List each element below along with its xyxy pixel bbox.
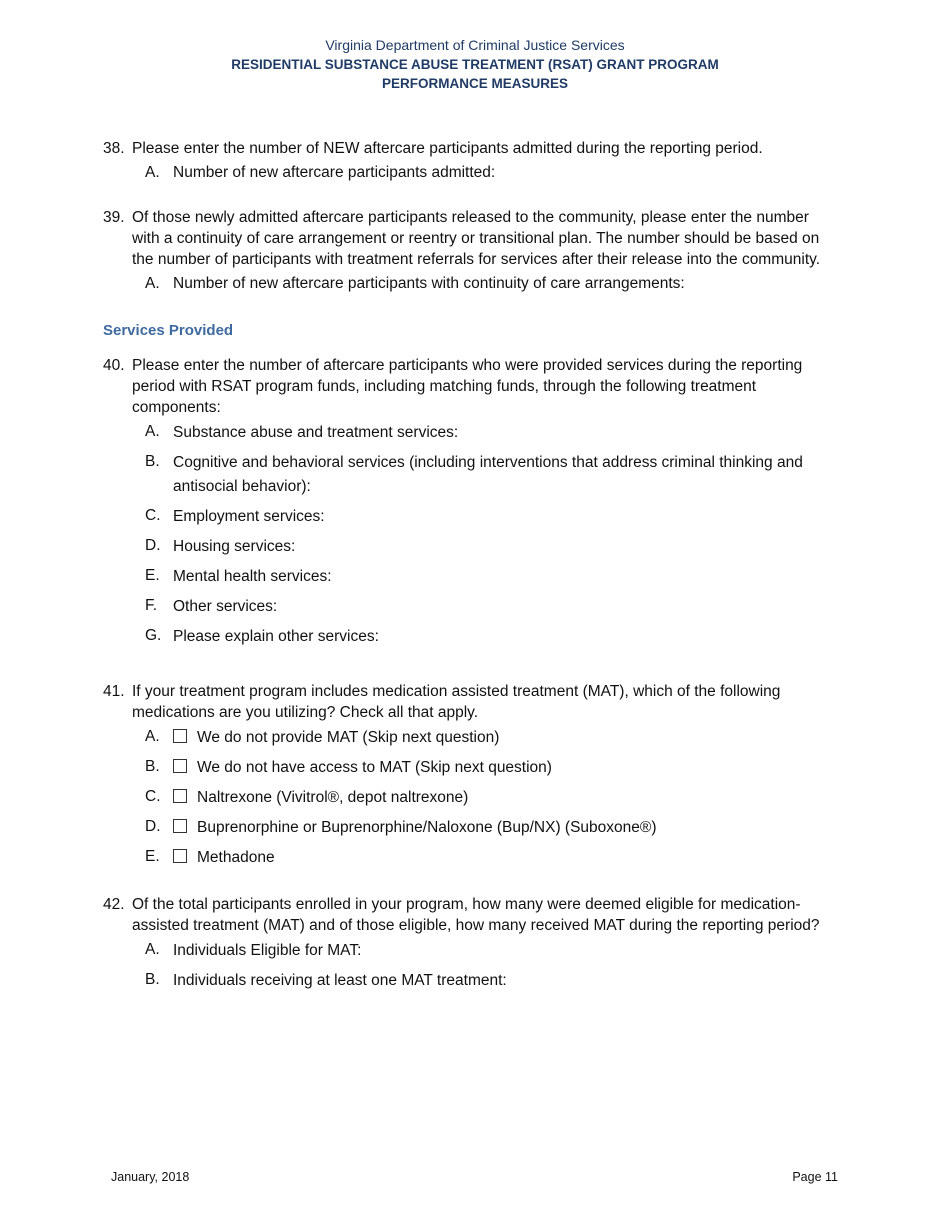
question-text: Please enter the number of aftercare participants who were provided services during the reporting period with RSAT program funds, including matching funds, through the following treatment components: [132, 357, 803, 416]
sub-letter: E. [145, 567, 160, 584]
checkbox[interactable] [173, 789, 187, 803]
sub-letter: D. [145, 818, 161, 835]
question-40 [103, 355, 838, 418]
sub-letter: D. [145, 537, 161, 554]
sub-letter: C. [145, 507, 161, 524]
sub-text: Mental health services: [173, 568, 332, 585]
mat-option-naltrexone [145, 786, 838, 810]
question-text: Please enter the number of NEW aftercare participants admitted during the reporting period. [132, 140, 763, 157]
sub-letter: A. [145, 164, 160, 181]
sub-item [145, 565, 838, 589]
sub-item [145, 273, 838, 294]
mat-option-no-mat [145, 726, 838, 750]
option-label: Methadone [197, 849, 275, 866]
agency-name: Virginia Department of Criminal Justice Services [325, 37, 625, 53]
sub-item [145, 595, 838, 619]
question-38 [103, 138, 838, 159]
question-text: If your treatment program includes medication assisted treatment (MAT), which of the following medications are you utilizing? Check all that apply. [132, 683, 781, 721]
question-number: 41. [103, 683, 125, 700]
footer-date: January, 2018 [111, 1170, 190, 1184]
sub-letter: A. [145, 423, 160, 440]
sub-text: Individuals Eligible for MAT: [173, 942, 362, 959]
section-heading: Services Provided [103, 322, 234, 339]
sub-text: Cognitive and behavioral services (including interventions that address criminal thinking and antisocial behavior): [173, 454, 803, 495]
sub-text: Employment services: [173, 508, 325, 525]
sub-item [145, 969, 838, 993]
sub-letter: B. [145, 758, 160, 775]
question-number: 38. [103, 140, 125, 157]
checkbox[interactable] [173, 849, 187, 863]
sub-text: Number of new aftercare participants admitted: [173, 164, 496, 181]
program-title: RESIDENTIAL SUBSTANCE ABUSE TREATMENT (RSAT) GRANT PROGRAM [231, 57, 719, 72]
document-title: PERFORMANCE MEASURES [381, 76, 568, 91]
sub-item [145, 625, 838, 649]
sub-text: Individuals receiving at least one MAT treatment: [173, 972, 507, 989]
sub-item [145, 505, 838, 529]
questions-content [103, 138, 838, 999]
sub-text: Number of new aftercare participants with continuity of care arrangements: [173, 275, 685, 292]
footer-page-number: Page 11 [792, 1170, 838, 1184]
question-number: 39. [103, 209, 125, 226]
checkbox[interactable] [173, 819, 187, 833]
sub-text: Other services: [173, 598, 278, 615]
checkbox[interactable] [173, 759, 187, 773]
sub-text: Please explain other services: [173, 628, 379, 645]
sub-item [145, 939, 838, 963]
sub-letter: G. [145, 627, 162, 644]
sub-item [145, 162, 838, 183]
sub-letter: F. [145, 597, 158, 614]
question-41 [103, 681, 838, 723]
sub-letter: C. [145, 788, 161, 805]
question-number: 40. [103, 357, 125, 374]
question-text: Of those newly admitted aftercare participants released to the community, please enter the number with a continuity of care arrangement or reentry or transitional plan. The number should be based on the number of participants with treatment referrals for services after their release into the community. [132, 209, 821, 268]
question-42 [103, 894, 838, 936]
sub-item [145, 451, 838, 499]
question-39 [103, 207, 838, 270]
sub-letter: B. [145, 453, 160, 470]
sub-item [145, 535, 838, 559]
option-label: We do not provide MAT (Skip next question) [197, 729, 500, 746]
sub-letter: E. [145, 848, 160, 865]
sub-text: Substance abuse and treatment services: [173, 424, 459, 441]
mat-option-methadone [145, 846, 838, 870]
question-text: Of the total participants enrolled in your program, how many were deemed eligible for medication-assisted treatment (MAT) and of those eligible, how many received MAT during the reporting period? [132, 896, 820, 934]
sub-letter: A. [145, 728, 160, 745]
mat-option-buprenorphine [145, 816, 838, 840]
option-label: Buprenorphine or Buprenorphine/Naloxone (Bup/NX) (Suboxone®) [197, 819, 657, 836]
sub-letter: B. [145, 971, 160, 988]
option-label: We do not have access to MAT (Skip next question) [197, 759, 552, 776]
page-header [0, 36, 950, 93]
option-label: Naltrexone (Vivitrol®, depot naltrexone) [197, 789, 469, 806]
sub-item [145, 421, 838, 445]
question-number: 42. [103, 896, 125, 913]
checkbox[interactable] [173, 729, 187, 743]
sub-letter: A. [145, 941, 160, 958]
mat-option-no-access [145, 756, 838, 780]
sub-text: Housing services: [173, 538, 296, 555]
sub-letter: A. [145, 275, 160, 292]
